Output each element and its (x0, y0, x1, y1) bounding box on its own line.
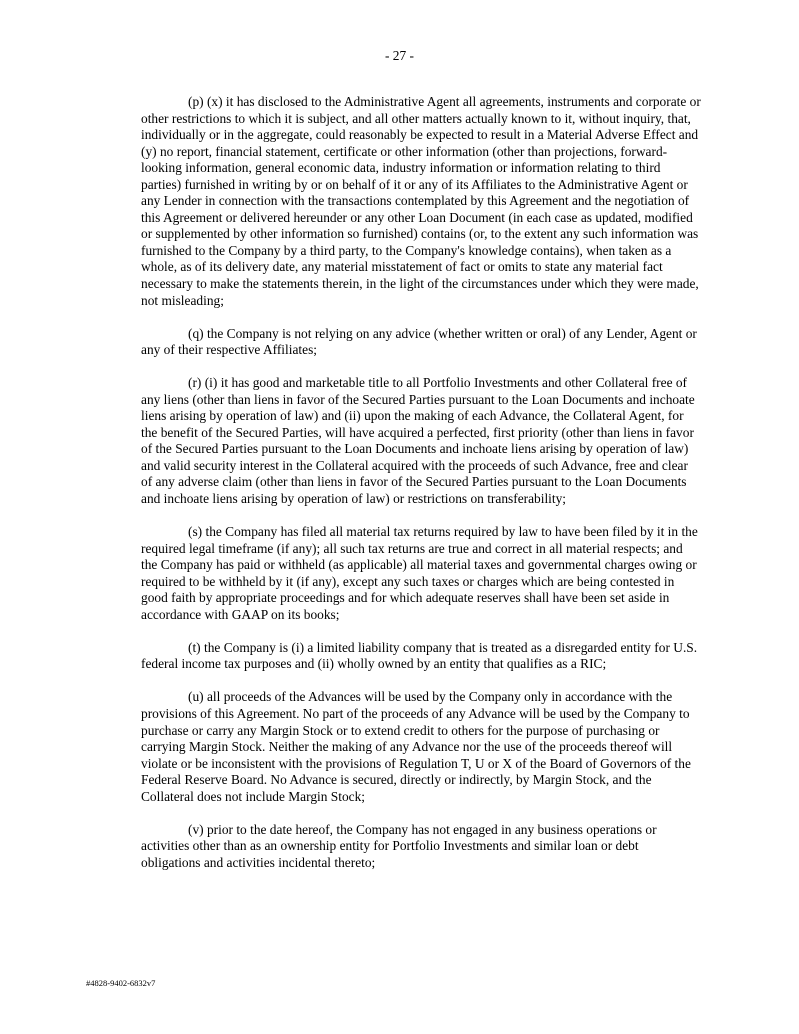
paragraph-p: (p) (x) it has disclosed to the Administrative Agent all agreements, instruments and corporate or other restrictions to which it is subject, and all other matters actually known to it, without inquiry, that, individually or in the aggregate, could reasonably be expected to result in a Material Adverse Effect and (y) no report, financial statement, certificate or other information (other than projections, forward-looking information, general economic data, industry information or information relating to third parties) furnished in writing by or on behalf of it or any of its Affiliates to the Administrative Agent or any Lender in connection with the transactions contemplated by this Agreement and the negotiation of this Agreement or delivered hereunder or any other Loan Document (in each case as updated, modified or supplemented by other information so furnished) contains (or, to the extent any such information was furnished to the Company by a third party, to the Company's knowledge contains), when taken as a whole, as of its delivery date, any material misstatement of fact or omits to state any material fact necessary to make the statements therein, in the light of the circumstances under which they were made, not misleading; (141, 94, 701, 308)
paragraph-t: (t) the Company is (i) a limited liability company that is treated as a disregarded entity for U.S. federal income tax purposes and (ii) wholly owned by an entity that qualifies as a RIC; (141, 639, 698, 672)
paragraph-v: (v) prior to the date hereof, the Company has not engaged in any business operations or activities other than as an ownership entity for Portfolio Investments and similar loan or debt obligations and activities incidental thereto; (141, 821, 657, 870)
paragraph-u: (u) all proceeds of the Advances will be used by the Company only in accordance with the provisions of this Agreement. No part of the proceeds of any Advance will be used by the Company to purchase or carry any Margin Stock or to extend credit to others for the purpose of purchasing or carrying Margin Stock. Neither the making of any Advance nor the use of the proceeds thereof will violate or be inconsistent with the provisions of Regulation T, U or X of the Board of Governors of the Federal Reserve Board. No Advance is secured, directly or indirectly, by Margin Stock, and the Collateral does not include Margin Stock; (141, 689, 691, 804)
paragraph-q: (q) the Company is not relying on any advice (whether written or oral) of any Lender, Agent or any of their respective Affiliates; (141, 325, 697, 358)
document-body (141, 94, 701, 888)
paragraph-s: (s) the Company has filed all material tax returns required by law to have been filed by it in the required legal timeframe (if any); all such tax returns are true and correct in all material respects; and the Company has paid or withheld (as applicable) all material taxes and governmental charges owing or required to be withheld by it (if any), except any such taxes or charges which are being contested in good faith by appropriate proceedings and for which adequate reserves shall have been set aside in accordance with GAAP on its books; (141, 524, 698, 622)
page-number: - 27 - (384, 48, 414, 63)
paragraph-r: (r) (i) it has good and marketable title to all Portfolio Investments and other Collateral free of any liens (other than liens in favor of the Secured Parties pursuant to the Loan Documents and inchoate liens arising by operation of law) and (ii) upon the making of each Advance, the Collateral Agent, for the benefit of the Secured Parties, will have acquired a perfected, first priority (other than liens in favor of the Secured Parties pursuant to the Loan Documents and inchoate liens arising by operation of law) and valid security interest in the Collateral acquired with the proceeds of such Advance, free and clear of any adverse claim (other than liens in favor of the Secured Parties pursuant to the Loan Documents and inchoate liens arising by operation of law) or restrictions on transferability; (141, 375, 695, 507)
document-id-footer: #4828-9402-6832v7 (86, 978, 156, 988)
